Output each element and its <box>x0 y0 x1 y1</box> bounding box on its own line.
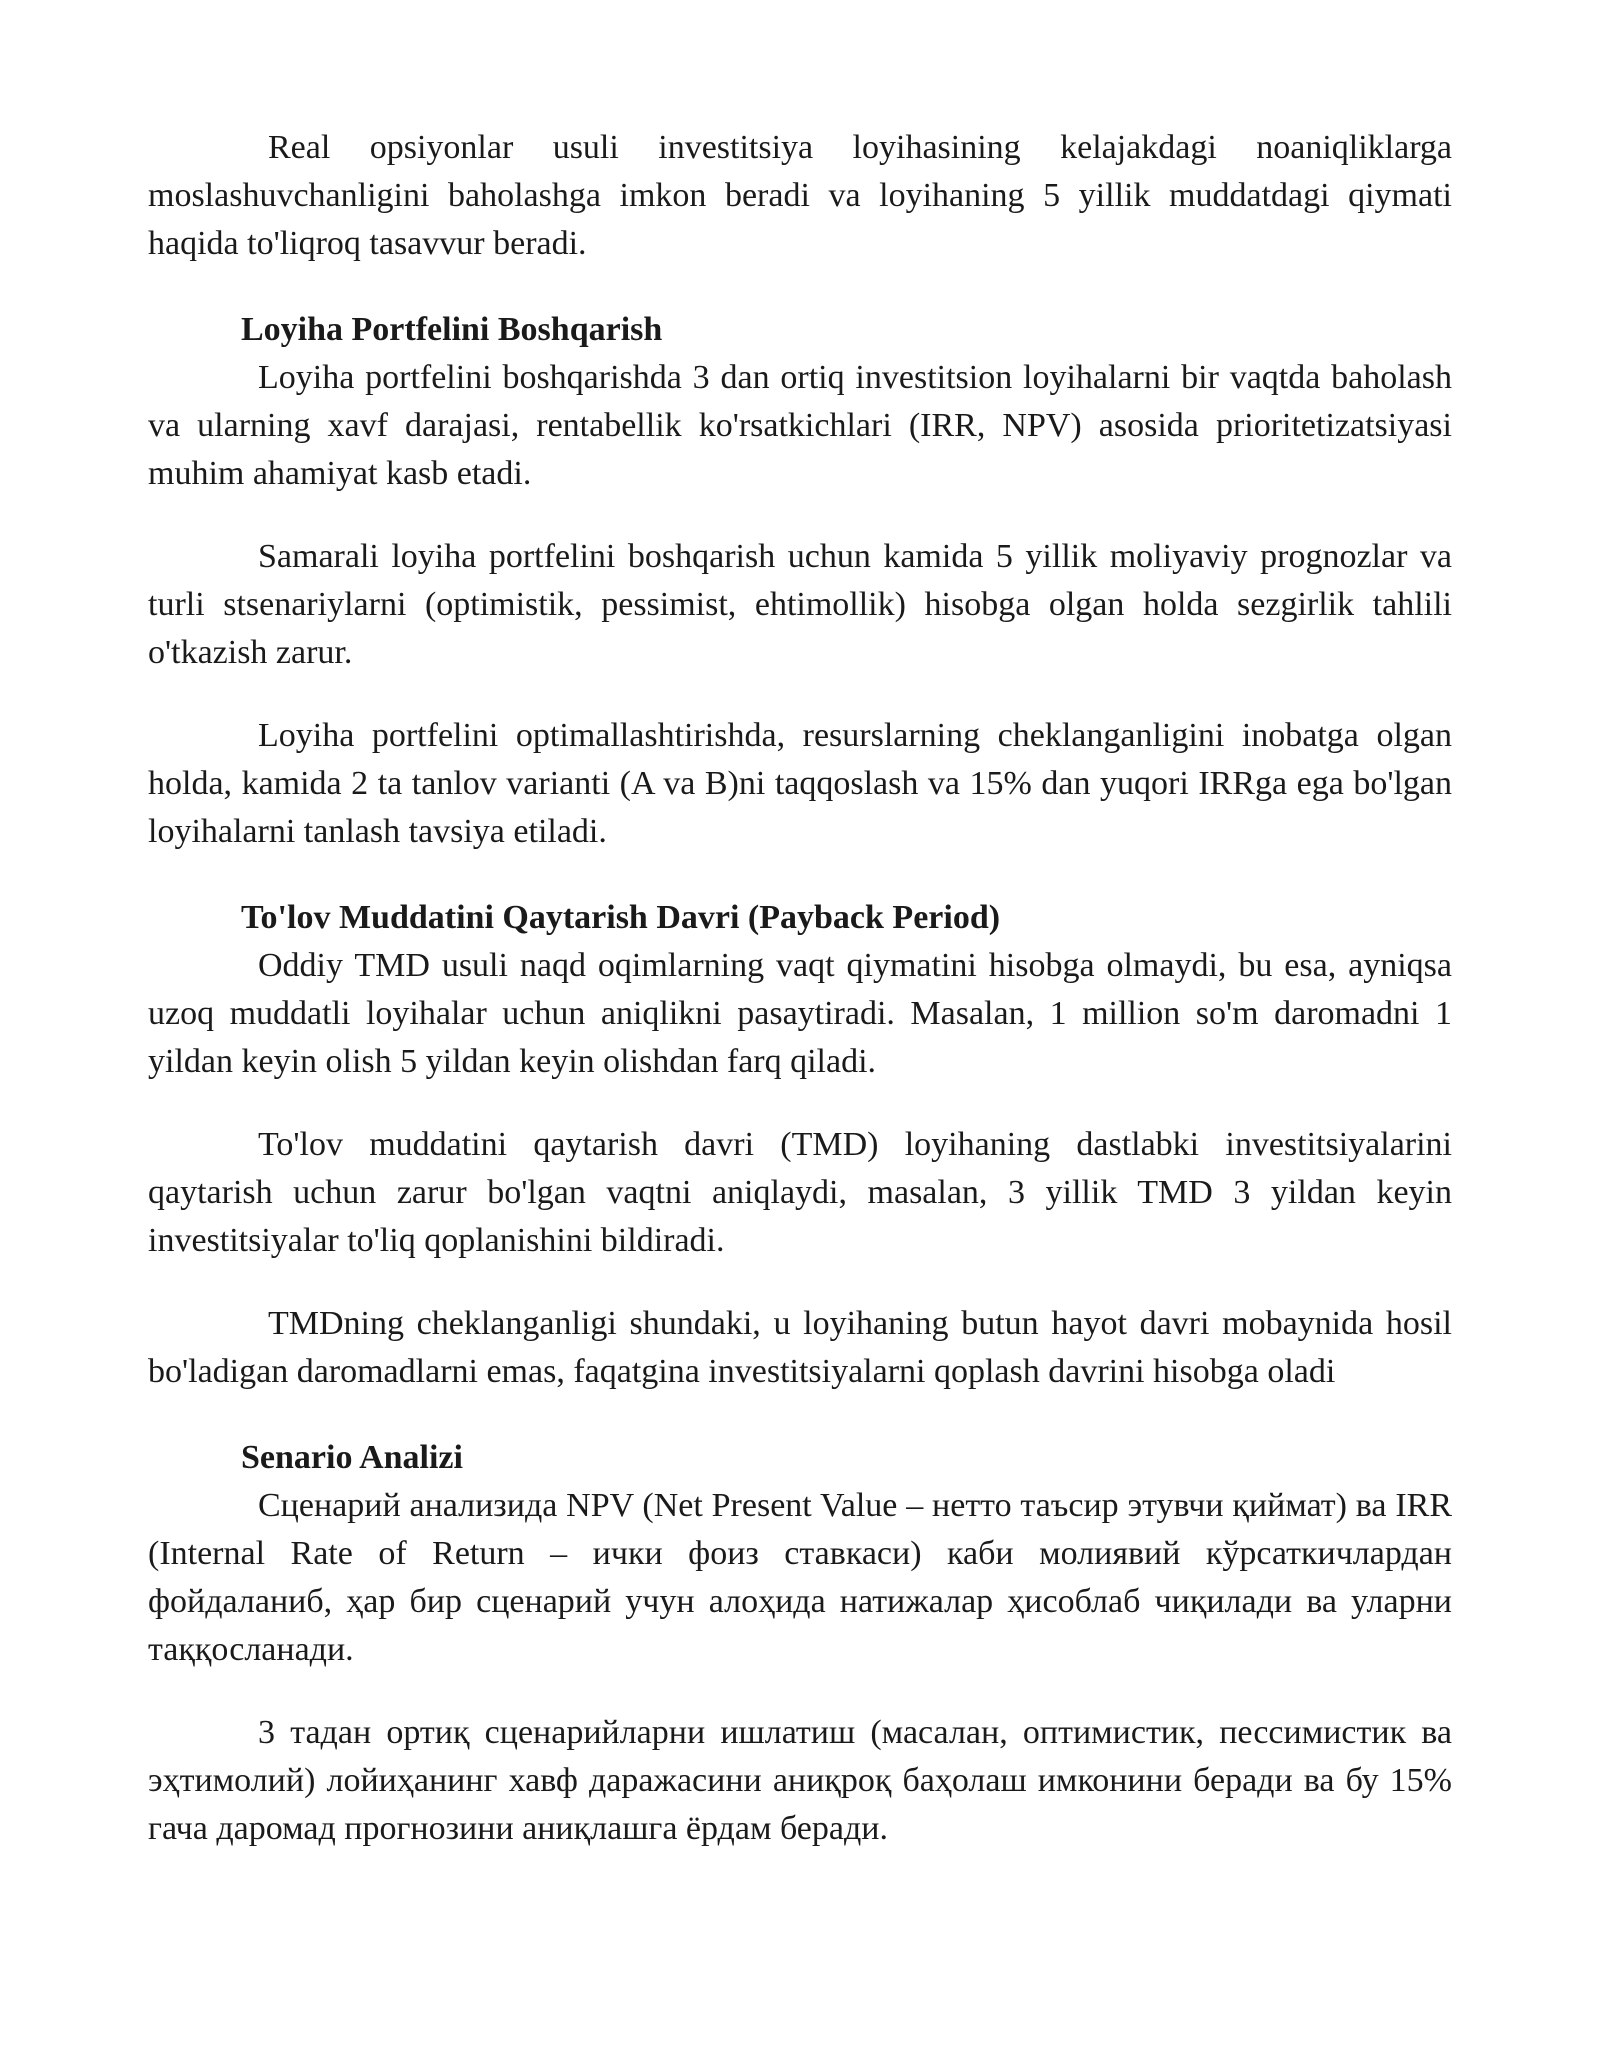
paragraph: TMDning cheklanganligi shundaki, u loyihaning butun hayot davri mobaynida hosil bo'ladigan daromadlarni emas, faqatgina investitsiyalarni qoplash davrini hisobga oladi <box>148 1305 1452 1390</box>
paragraph: Loyiha portfelini boshqarishda 3 dan ortiq investitsion loyihalarni bir vaqtda baholash va ularning xavf darajasi, rentabellik ko'rsatkichlari (IRR, NPV) asosida prioritetizatsiyasi muhim ahamiyat kasb etadi. <box>148 359 1452 492</box>
paragraph: 3 тадан ортиқ сценарийларни ишлатиш (масалан, оптимистик, пессимистик ва эҳтимолий) лойиҳанинг хавф даражасини аниқроқ баҳолаш имконини беради ва бу 15% гача даромад прогнозини аниқлашга ёрдам беради. <box>148 1714 1452 1847</box>
section-heading-payback: To'lov Muddatini Qaytarish Davri (Payback Period) <box>241 899 1001 936</box>
section-heading-scenario: Senario Analizi <box>241 1439 463 1476</box>
paragraph: To'lov muddatini qaytarish davri (TMD) loyihaning dastlabki investitsiyalarini qaytarish uchun zarur bo'lgan vaqtni aniqlaydi, masalan, 3 yillik TMD 3 yildan keyin investitsiyalar to'liq qoplanishini bildiradi. <box>148 1126 1452 1259</box>
paragraph: Loyiha portfelini optimallashtirishda, resurslarning cheklanganligini inobatga olgan holda, kamida 2 ta tanlov varianti (A va B)ni taqqoslash va 15% dan yuqori IRRga ega bo'lgan loyihalarni tanlash tavsiya etiladi. <box>148 717 1452 850</box>
intro-paragraph: Real opsiyonlar usuli investitsiya loyihasining kelajakdagi noaniqliklarga moslashuvchanligini baholashga imkon beradi va loyihaning 5 yillik muddatdagi qiymati haqida to'liqroq tasavvur beradi. <box>148 129 1452 262</box>
document-page <box>148 124 1452 1853</box>
paragraph: Samarali loyiha portfelini boshqarish uchun kamida 5 yillik moliyaviy prognozlar va turli stsenariylarni (optimistik, pessimist, ehtimollik) hisobga olgan holda sezgirlik tahlili o'tkazish zarur. <box>148 538 1452 671</box>
section-heading-portfolio: Loyiha Portfelini Boshqarish <box>241 311 663 348</box>
paragraph: Сценарий анализида NPV (Net Present Value – нетто таъсир этувчи қиймат) ва IRR (Internal Rate of Return – ички фоиз ставкаси) каби молиявий кўрсаткичлардан фойдаланиб, ҳар бир сценарий учун алоҳида натижалар ҳисоблаб чиқилади ва уларни таққосланади. <box>148 1487 1452 1668</box>
paragraph: Oddiy TMD usuli naqd oqimlarning vaqt qiymatini hisobga olmaydi, bu esa, ayniqsa uzoq muddatli loyihalar uchun aniqlikni pasaytiradi. Masalan, 1 million so'm daromadni 1 yildan keyin olish 5 yildan keyin olishdan farq qiladi. <box>148 947 1452 1080</box>
